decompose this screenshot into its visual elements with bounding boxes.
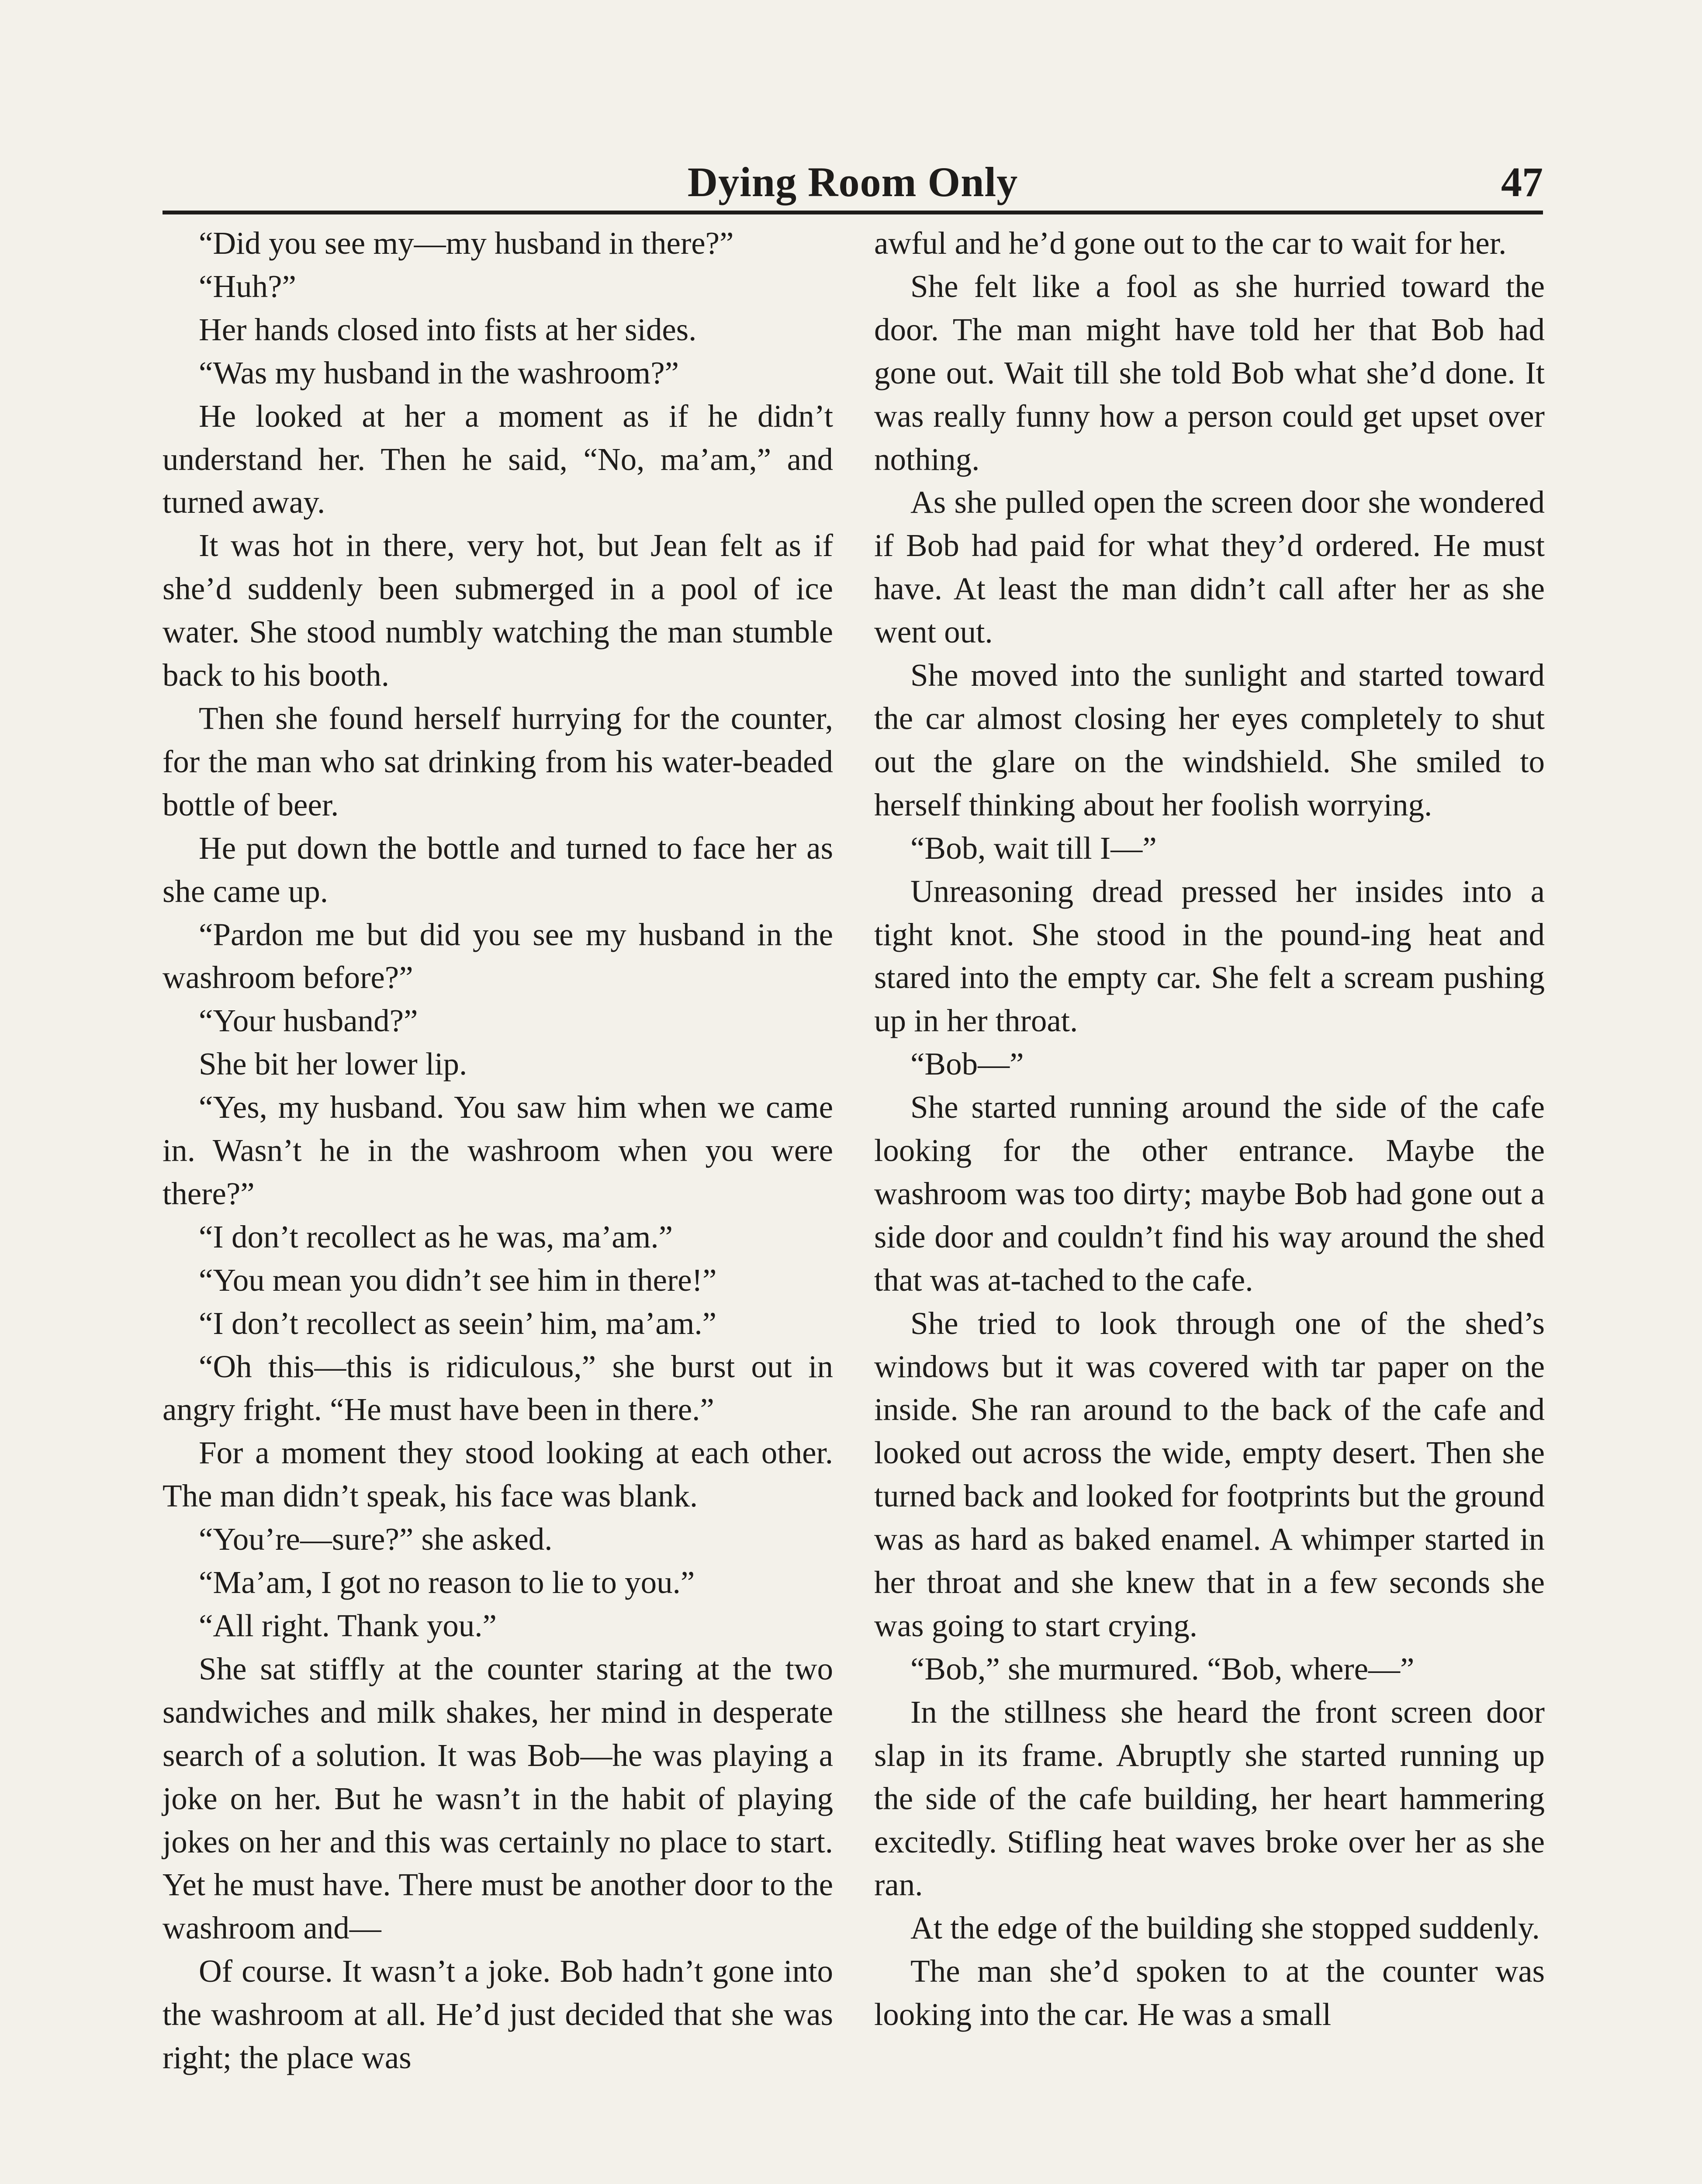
paragraph: She bit her lower lip. [199, 1046, 467, 1082]
paragraph: “I don’t recollect as seein’ him, ma’am.” [199, 1305, 717, 1341]
left-text-column [163, 222, 833, 2080]
paragraph: He looked at her a moment as if he didn’t understand her. Then he said, “No, ma’am,” and turned away. [163, 398, 833, 520]
paragraph: Of course. It wasn’t a joke. Bob hadn’t gone into the washroom at all. He’d just decided that she was right; the place was [163, 1953, 833, 2076]
page-header [163, 156, 1543, 208]
paragraph: “Huh?” [199, 268, 296, 304]
paragraph: As she pulled open the screen door she wondered if Bob had paid for what they’d ordered. He must have. At least the man didn’t call after her as she went out. [874, 484, 1545, 650]
paragraph: She started running around the side of the cafe looking for the other entrance. Maybe the washroom was too dirty; maybe Bob had gone out a side door and couldn’t find his way around the shed that was at-tached to the cafe. [874, 1089, 1545, 1298]
paragraph: “Did you see my—my husband in there?” [199, 225, 734, 261]
paragraph: “Ma’am, I got no reason to lie to you.” [199, 1565, 695, 1600]
paragraph: She felt like a fool as she hurried toward the door. The man might have told her that Bob had gone out. Wait till she told Bob what she’d done. It was really funny how a person could get upset over nothing. [874, 268, 1545, 477]
paragraph: “I don’t recollect as he was, ma’am.” [199, 1219, 673, 1254]
paragraph: Unreasoning dread pressed her insides into a tight knot. She stood in the pound-ing heat and stared into the empty car. She felt a scream pushing up in her throat. [874, 873, 1545, 1039]
right-text-column [874, 222, 1545, 2036]
paragraph: “Bob, wait till I—” [910, 830, 1157, 866]
paragraph: In the stillness she heard the front screen door slap in its frame. Abruptly she started running up the side of the cafe building, her heart hammering excitedly. Stifling heat waves broke over her as she ran. [874, 1694, 1545, 1903]
paragraph: The man she’d spoken to at the counter was looking into the car. He was a small [874, 1953, 1545, 2032]
paragraph: “Bob—” [910, 1046, 1024, 1082]
paragraph: She tried to look through one of the shed’s windows but it was covered with tar paper on the inside. She ran around to the back of the cafe and looked out across the wide, empty desert. Then she turned back and looked for footprints but the ground was as hard as baked enamel. A whimper started in her throat and she knew that in a few seconds she was going to start crying. [874, 1305, 1545, 1643]
paragraph: “Your husband?” [199, 1003, 418, 1039]
paragraph: “All right. Thank you.” [199, 1608, 497, 1643]
page-number: 47 [1501, 159, 1543, 205]
paragraph: Then she found herself hurrying for the counter, for the man who sat drinking from his water-beaded bottle of beer. [163, 700, 833, 822]
paragraph: “Bob,” she murmured. “Bob, where—” [910, 1651, 1415, 1686]
paragraph: She moved into the sunlight and started toward the car almost closing her eyes completely to shut out the glare on the windshield. She smiled to herself thinking about her foolish worrying. [874, 657, 1545, 822]
paragraph: She sat stiffly at the counter staring at the two sandwiches and milk shakes, her mind in desperate search of a solution. It was Bob—he was playing a joke on her. But he wasn’t in the habit of playing jokes on her and this was certainly no place to start. Yet he must have. There must be another door to the washroom and— [163, 1651, 833, 1946]
paragraph: For a moment they stood looking at each other. The man didn’t speak, his face was blank. [163, 1435, 833, 1514]
paragraph: “Oh this—this is ridiculous,” she burst out in angry fright. “He must have been in there.” [163, 1348, 833, 1427]
paragraph: At the edge of the building she stopped suddenly. [910, 1910, 1540, 1946]
paragraph: “You mean you didn’t see him in there!” [199, 1262, 717, 1298]
paragraph: It was hot in there, very hot, but Jean felt as if she’d suddenly been submerged in a pool of ice water. She stood numbly watching the man stumble back to his booth. [163, 528, 833, 693]
running-title: Dying Room Only [687, 159, 1018, 205]
paragraph: “You’re—sure?” she asked. [199, 1521, 553, 1557]
header-rule [163, 211, 1543, 214]
paragraph: He put down the bottle and turned to face her as she came up. [163, 830, 833, 909]
paragraph: awful and he’d gone out to the car to wait for her. [874, 225, 1507, 261]
paragraph: “Yes, my husband. You saw him when we came in. Wasn’t he in the washroom when you were there?” [163, 1089, 833, 1211]
paragraph: “Was my husband in the washroom?” [199, 355, 679, 390]
paragraph: “Pardon me but did you see my husband in the washroom before?” [163, 916, 833, 995]
paragraph: Her hands closed into fists at her sides. [199, 311, 697, 347]
